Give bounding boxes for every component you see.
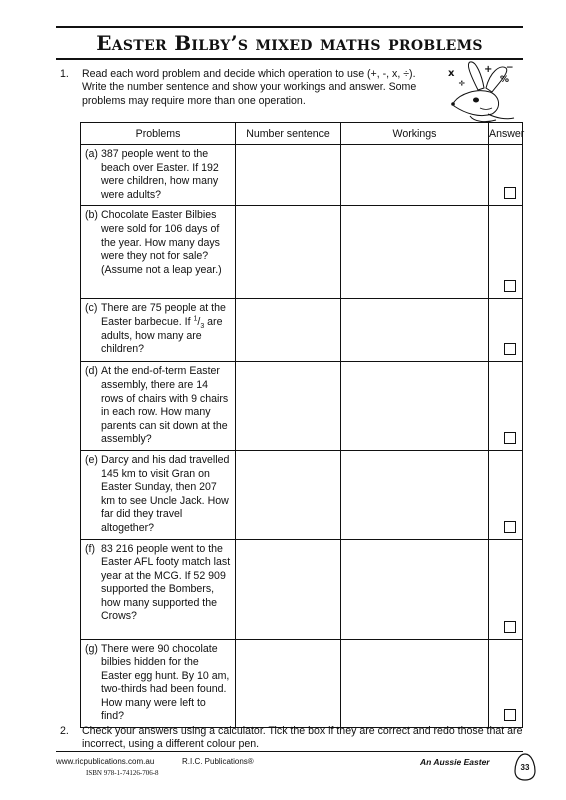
answer-cell[interactable]: [489, 206, 523, 299]
table-header-row: [81, 123, 523, 145]
problems-table: [80, 122, 523, 728]
footer-website: www.ricpublications.com.au: [56, 757, 155, 766]
problem-text-part: are adults, how many are children?: [101, 315, 223, 356]
instruction-1-text: Read each word problem and decide which operation to use (+, -, x, ÷). Write the number sentence and show your workings and answer. Some problems may require more than one operation.: [82, 68, 417, 107]
problem-label: (g): [85, 642, 98, 655]
workings-cell[interactable]: [341, 450, 489, 539]
problem-cell: [81, 145, 236, 206]
workings-cell[interactable]: [341, 639, 489, 728]
answer-cell[interactable]: [489, 639, 523, 728]
problem-text: Chocolate Easter Bilbies were sold for 106 days of the year. How many days were they not for sale? (Assume not a leap year.): [101, 209, 222, 276]
svg-text:x: x: [448, 68, 455, 79]
table-row: [81, 450, 523, 539]
answer-tickbox[interactable]: [504, 709, 516, 721]
footer-book-title: An Aussie Easter: [420, 757, 490, 767]
answer-tickbox[interactable]: [504, 343, 516, 355]
problem-text: At the end-of-term Easter assembly, there are 14 rows of chairs with 9 chairs in each row. How many parents can sit down at the assembly?: [101, 365, 229, 446]
instruction-1-number: 1.: [60, 68, 69, 80]
problem-label: (b): [85, 209, 98, 222]
table-row: [81, 299, 523, 362]
table-row: [81, 206, 523, 299]
footer-left: [56, 757, 159, 777]
problem-text-part: There are 75 people at the Easter barbecue. If: [101, 302, 226, 328]
problem-cell: [81, 539, 236, 639]
answer-cell[interactable]: [489, 450, 523, 539]
instruction-2-number: 2.: [60, 725, 69, 737]
answer-cell[interactable]: [489, 299, 523, 362]
answer-tickbox[interactable]: [504, 521, 516, 533]
number-sentence-cell[interactable]: [236, 299, 341, 362]
fraction-denominator: 3: [200, 323, 205, 331]
answer-tickbox[interactable]: [504, 187, 516, 199]
page-title: [56, 30, 523, 56]
problem-label: (f): [85, 542, 95, 555]
problem-text: Darcy and his dad travelled 145 km to visit Gran on Easter Sunday, then 207 km to see Uncle Jack. How far did they travel altogether?: [101, 453, 230, 534]
problem-cell: [81, 206, 236, 299]
problem-label: (a): [85, 148, 98, 160]
svg-text:÷: ÷: [458, 79, 466, 89]
answer-cell[interactable]: [489, 539, 523, 639]
problem-text: 387 people went to the beach over Easter. If 192 were children, how many were adults?: [101, 148, 219, 201]
problem-text-fraction: There are 75 people at the Easter barbecue. If $^1/_3$ are adults, how many are children?: [101, 302, 226, 356]
number-sentence-cell[interactable]: [236, 639, 341, 728]
header-workings: Workings: [341, 123, 489, 145]
answer-cell[interactable]: [489, 145, 523, 206]
instruction-2: [60, 725, 530, 752]
number-sentence-cell[interactable]: [236, 206, 341, 299]
answer-tickbox[interactable]: [504, 432, 516, 444]
footer-rule: [56, 751, 523, 752]
answer-tickbox[interactable]: [504, 280, 516, 292]
header-problems: Problems: [81, 123, 236, 145]
page-title-text: Easter Bilby’s mixed maths problems: [96, 31, 483, 55]
table-row: [81, 145, 523, 206]
workings-cell[interactable]: [341, 145, 489, 206]
problem-cell: [81, 639, 236, 728]
footer-publisher: R.I.C. Publications®: [182, 757, 254, 766]
problem-cell: [81, 299, 236, 362]
workings-cell[interactable]: [341, 539, 489, 639]
number-sentence-cell[interactable]: [236, 145, 341, 206]
instruction-2-text: Check your answers using a calculator. Tick the box if they are correct and redo those that are incorrect, using a different colour pen.: [82, 725, 523, 751]
problem-cell: [81, 362, 236, 451]
svg-text:+: +: [484, 64, 493, 75]
workings-cell[interactable]: [341, 362, 489, 451]
problem-cell: [81, 450, 236, 539]
page-number: 33: [520, 763, 530, 772]
top-rule: [56, 26, 523, 28]
page-number-egg: [514, 753, 536, 781]
answer-cell[interactable]: [489, 362, 523, 451]
workings-cell[interactable]: [341, 206, 489, 299]
problem-label: (d): [85, 365, 98, 378]
table-row: [81, 539, 523, 639]
header-number-sentence: Number sentence: [236, 123, 341, 145]
table-row: [81, 639, 523, 728]
number-sentence-cell[interactable]: [236, 362, 341, 451]
instruction-1: [60, 68, 440, 108]
answer-tickbox[interactable]: [504, 621, 516, 633]
workings-cell[interactable]: [341, 299, 489, 362]
problem-text: 83 216 people went to the Easter AFL footy match last year at the MCG. If 52 909 supported the Bombers, how many supported the Crows?: [101, 542, 231, 623]
problem-label: (e): [85, 453, 98, 466]
footer-isbn: ISBN 978-1-74126-706-8: [86, 769, 159, 777]
bilby-illustration: [440, 60, 520, 124]
svg-text:%: %: [500, 75, 510, 85]
fraction-numerator: 1: [193, 315, 198, 323]
svg-text:−: −: [506, 63, 514, 73]
table-row: [81, 362, 523, 451]
header-answer: Answer: [489, 123, 523, 145]
number-sentence-cell[interactable]: [236, 450, 341, 539]
number-sentence-cell[interactable]: [236, 539, 341, 639]
problem-text: There were 90 chocolate bilbies hidden for the Easter egg hunt. By 10 am, two-thirds had been found. How many were left to find?: [101, 642, 230, 723]
problem-label: (c): [85, 302, 98, 315]
